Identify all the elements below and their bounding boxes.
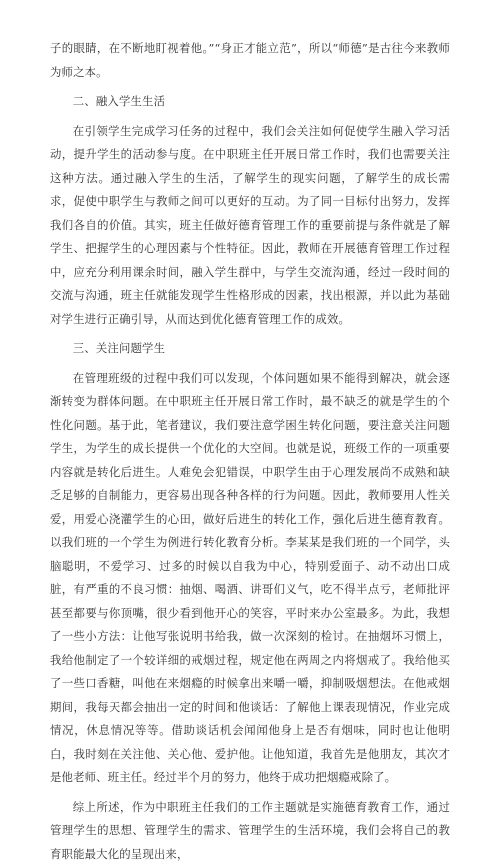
conclusion-paragraph: 综上所述，作为中职班主任我们的工作主题就是实施德育教育工作，通过管理学生的思想、管理学生的需求、管理学生的生活环境，我们会将自己的教育职能最大化的呈现出来， bbox=[50, 796, 450, 866]
section-body-problem-students: 在管理班级的过程中我们可以发现，个体问题如果不能得到解决，就会逐渐转变为群体问题。在中职班主任开展日常工作时，最不缺乏的就是学生的个性化问题。基于此，笔者建议，我们要注意学困生转化问题，要注意关注问题学生，为学生的成长提供一个优化的大空间。也就是说，班级工作的一项重要内容就是转化后进生。人难免会犯错误，中职学生由于心理发展尚不成熟和缺乏足够的自制能力，更容易出现各种各样的行为问题。因此，教师要用人性关爱，用爱心浇灌学生的心田，做好后进生的转化工作，强化后进生德育教育。以我们班的一个学生为例进行转化教育分析。李某某是我们班的一个同学，头脑聪明，不爱学习、过多的时候以自我为中心，特别爱面子、动不动出口成脏，有严重的不良习惯：抽烟、喝酒、讲哥们义气，吃不得半点亏，老师批评甚至都要与你顶嘴，很少看到他开心的笑容，平时来办公室最多。为此，我想了一些小方法：让他写张说明书给我，做一次深刻的检讨。在抽烟坏习惯上，我给他制定了一个较详细的戒烟过程，规定他在两周之内将烟戒了。我给他买了一些口香糖，叫他在来烟瘾的时候拿出来嚼一嚼，抑制吸烟想法。在他戒烟期间，我每天都会抽出一定的时间和他谈话：了解他上课表现情况，作业完成情况，休息情况等等。借助谈话机会闻闻他身上是否有烟味，同时也让他明白，我时刻在关注他、关心他、爱护他。让他知道，我首先是他朋友，其次才是他老师、班主任。经过半个月的努力，他终于成功把烟瘾戒除了。 bbox=[50, 367, 450, 790]
section-body-integrate: 在引领学生完成学习任务的过程中，我们会关注如何促使学生融入学习活动，提升学生的活动参与度。在中职班主任开展日常工作时，我们也需要关注这种方法。通过融入学生的生活，了解学生的现实问题，了解学生的成长需求，促使中职学生与教师之间可以更好的互动。为了同一目标付出努力，发挥我们各自的价值。其实，班主任做好德育管理工作的重要前提与条件就是了解学生、把握学生的心理因素与个性特征。因此，教师在开展德育管理工作过程中，应充分利用课余时间，融入学生群中，与学生交流沟通，经过一段时间的交流与沟通，班主任就能发现学生性格形成的因素，找出根源，并以此为基础对学生进行正确引导，从而达到优化德育管理工作的成效。 bbox=[50, 120, 450, 332]
section-heading-problem-students: 三、关注问题学生 bbox=[50, 337, 450, 361]
intro-paragraph: 子的眼睛，在不断地盯视着他。”“身正才能立范”，所以“师德”是古往今来教师为师之本。 bbox=[50, 37, 450, 84]
section-heading-integrate: 二、融入学生生活 bbox=[50, 90, 450, 114]
